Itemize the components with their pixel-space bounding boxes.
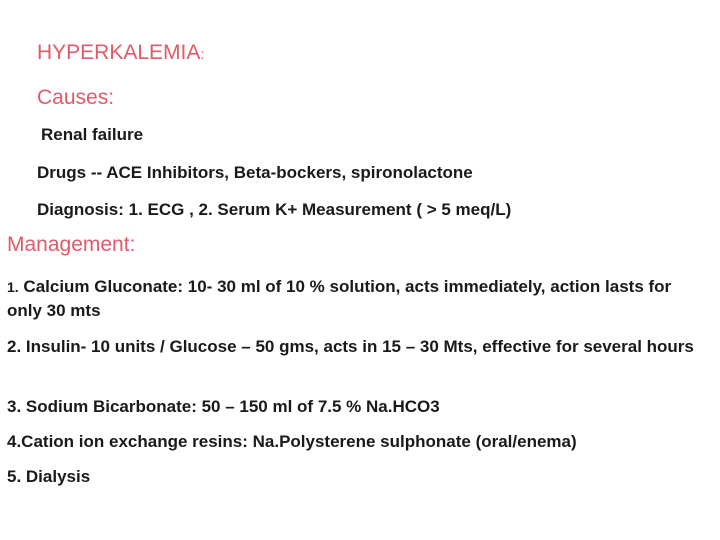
management-item-1 bbox=[7, 275, 707, 323]
title-text: HYPERKALEMIA bbox=[37, 41, 201, 64]
diagnosis-line: Diagnosis: 1. ECG , 2. Serum K+ Measurement ( > 5 meq/L) bbox=[37, 200, 512, 219]
causes-heading: Causes: bbox=[37, 86, 115, 109]
title-colon: : bbox=[200, 46, 205, 62]
management-item-2: 2. Insulin- 10 units / Glucose – 50 gms, acts in 15 – 30 Mts, effective for several hours bbox=[7, 337, 694, 356]
management-item-1-text: Calcium Gluconate: 10- 30 ml of 10 % solution, acts immediately, action lasts for only 30 mts bbox=[7, 277, 672, 320]
cause-renal-failure: Renal failure bbox=[41, 125, 144, 144]
management-item-5: 5. Dialysis bbox=[7, 467, 91, 486]
slide-title bbox=[37, 41, 204, 65]
management-item-1-number: 1. bbox=[7, 279, 19, 295]
management-item-4: 4.Cation ion exchange resins: Na.Polysterene sulphonate (oral/enema) bbox=[7, 432, 577, 451]
management-heading: Management: bbox=[7, 233, 136, 256]
cause-drugs: Drugs -- ACE Inhibitors, Beta-bockers, spironolactone bbox=[37, 163, 473, 182]
management-item-3: 3. Sodium Bicarbonate: 50 – 150 ml of 7.5 % Na.HCO3 bbox=[7, 397, 440, 416]
